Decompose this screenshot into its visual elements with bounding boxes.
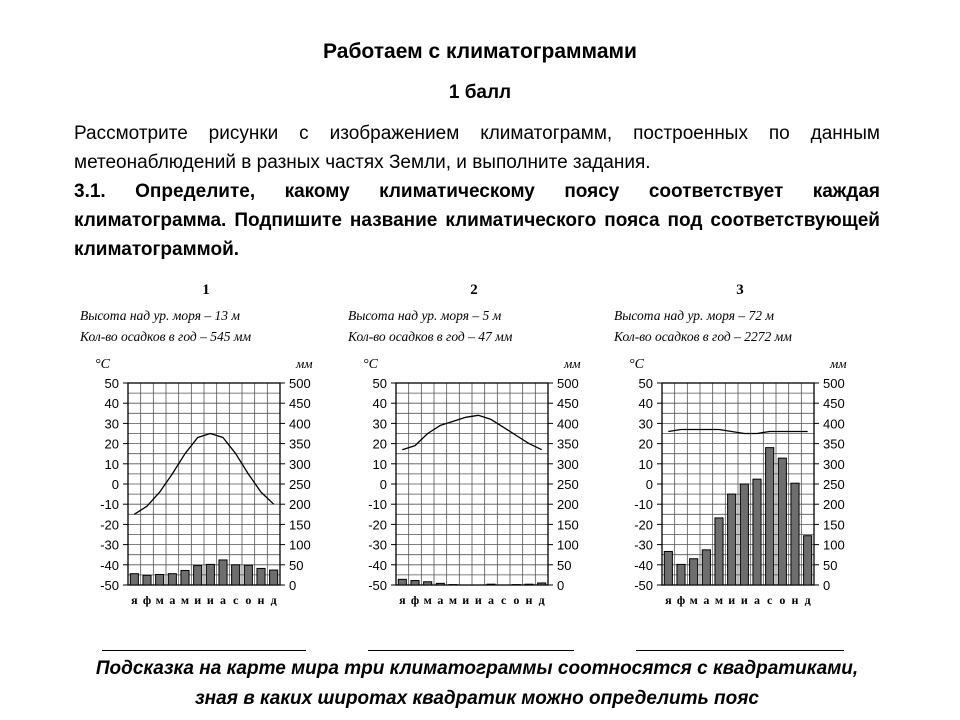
chart3-precip-tick-label: 0 <box>823 578 831 593</box>
chart2-temp-tick-label: 10 <box>372 456 387 472</box>
chart1-number: 1 <box>202 282 210 298</box>
chart2-month-label: и <box>462 593 470 607</box>
chart1-month-label: и <box>206 593 214 607</box>
chart2-precip-tick-label: 300 <box>557 456 579 472</box>
chart1-temp-tick-label: 30 <box>104 416 119 432</box>
chart1-month-label: с <box>233 593 239 607</box>
chart3-precip-bar <box>728 494 736 585</box>
chart2-precip-bar <box>411 581 419 585</box>
chart3-precip-bar <box>664 551 672 585</box>
chart1-month-label: м <box>180 593 190 607</box>
chart1-precip-tick-label: 200 <box>289 497 311 513</box>
chart3-precip-tick-label: 450 <box>823 396 845 412</box>
chart1-precip-bar <box>270 570 278 585</box>
chart2-temp-tick-label: -30 <box>368 537 387 553</box>
chart2-precip-tick-label: 200 <box>557 497 579 513</box>
chart3-temp-tick-label: 0 <box>645 477 653 492</box>
chart3-temp-unit: °C <box>629 357 644 372</box>
chart1-month-label: м <box>155 593 164 607</box>
chart1-temp-tick-label: 20 <box>104 436 119 452</box>
chart2-precip-label: Кол-во осадков в год – 47 мм <box>348 329 513 344</box>
chart2-temp-tick-label: 50 <box>372 376 387 391</box>
chart2-precip-tick-label: 400 <box>557 416 579 432</box>
answer-line-2[interactable] <box>368 650 574 651</box>
chart3-temp-tick-label: -40 <box>634 557 653 573</box>
chart1-precip-tick-label: 450 <box>289 396 311 412</box>
chart1-temp-tick-label: -50 <box>100 578 119 593</box>
chart1-month-label: д <box>270 593 277 607</box>
chart1-month-label: а <box>220 593 226 607</box>
chart2-precip-tick-label: 250 <box>557 477 579 492</box>
chart2-month-label: м <box>423 593 432 607</box>
chart3-temp-tick-label: -20 <box>634 517 653 533</box>
chart3-precip-tick-label: 50 <box>823 557 838 573</box>
chart1-precip-bar <box>257 568 265 585</box>
chart2-month-label: о <box>513 593 520 607</box>
chart2-number: 2 <box>470 282 478 298</box>
chart3-precip-bar <box>753 479 761 585</box>
chart1-month-label: и <box>194 593 202 607</box>
chart1-temp-tick-label: 40 <box>104 396 119 412</box>
chart1-temp-tick-label: -10 <box>100 497 119 513</box>
chart3-precip-tick-label: 100 <box>823 537 845 553</box>
chart3-number: 3 <box>736 282 744 298</box>
chart3-precip-unit: мм <box>830 356 847 371</box>
chart2-temp-tick-label: -40 <box>368 557 387 573</box>
chart2-precip-bar <box>487 584 495 585</box>
chart3-temp-tick-label: -50 <box>634 578 653 593</box>
chart1-precip-bar <box>143 575 151 585</box>
chart2-temp-tick-label: -20 <box>368 517 387 533</box>
chart2-month-label: н <box>525 593 533 607</box>
chart2-month-label: а <box>437 593 444 607</box>
chart1-precip-bar <box>232 565 240 585</box>
chart3-month-label: а <box>703 593 710 607</box>
chart2-precip-tick-label: 50 <box>557 557 572 573</box>
chart1-precip-bar <box>181 570 189 585</box>
chart1-precip-tick-label: 300 <box>289 456 311 472</box>
chart2-month-label: м <box>448 593 458 607</box>
chart3-precip-bar <box>778 458 786 585</box>
chart3-precip-tick-label: 300 <box>823 456 845 472</box>
task-text: 3.1. Определите, какому климатическому поясу соответствует каждая климатограмма. Подпишите название климатического пояса под соответствующей климатограммой. <box>74 181 880 260</box>
chart3-precip-bar <box>715 518 723 585</box>
chart1-precip-bar <box>168 574 176 585</box>
chart2-month-label: д <box>538 593 545 607</box>
chart1-month-label: ф <box>142 593 152 607</box>
chart3-month-label: н <box>791 593 799 607</box>
chart3-month-label: м <box>714 593 724 607</box>
chart1-precip-bar <box>244 565 252 585</box>
chart3-month-label: д <box>804 593 811 607</box>
chart1-precip-bar <box>130 574 138 585</box>
chart1-altitude-label: Высота над ур. моря – 13 м <box>80 308 241 323</box>
chart2-month-label: я <box>399 593 406 607</box>
chart2-precip-tick-label: 0 <box>557 578 565 593</box>
chart2-temp-tick-label: 40 <box>372 396 387 412</box>
chart2-month-label: и <box>474 593 482 607</box>
chart2-temp-tick-label: -50 <box>368 578 387 593</box>
chart2-month-label: а <box>488 593 494 607</box>
chart3-temp-tick-label: 20 <box>638 436 653 452</box>
chart1-month-label: н <box>257 593 265 607</box>
chart1-temp-tick-label: 50 <box>104 376 119 391</box>
chart3-month-label: ф <box>676 593 686 607</box>
chart1-month-label: о <box>245 593 252 607</box>
chart3-precip-tick-label: 400 <box>823 416 845 432</box>
chart3-precip-bar <box>804 536 812 585</box>
page-title: Работаем с климатограммами <box>323 40 637 63</box>
chart2-precip-tick-label: 350 <box>557 436 579 452</box>
chart3-temp-tick-label: -30 <box>634 537 653 553</box>
chart3-month-label: м <box>689 593 698 607</box>
chart1-precip-tick-label: 250 <box>289 477 311 492</box>
chart2-temp-unit: °C <box>363 357 378 372</box>
hint-text: Подсказка на карте мира три климатограммы соотносятся с квадратиками, зная в каких широтах квадратик можно определить пояс <box>95 658 859 709</box>
chart2-altitude-label: Высота над ур. моря – 5 м <box>348 308 502 323</box>
chart1-temp-tick-label: -30 <box>100 537 119 553</box>
chart2-temp-tick-label: 20 <box>372 436 387 452</box>
chart1-precip-tick-label: 350 <box>289 436 311 452</box>
chart3-month-label: и <box>728 593 736 607</box>
chart2-month-label: ф <box>410 593 420 607</box>
chart1-precip-tick-label: 150 <box>289 517 311 533</box>
chart3-month-label: я <box>665 593 672 607</box>
chart1-temp-unit: °C <box>95 357 110 372</box>
chart2-precip-bar <box>436 583 444 585</box>
chart2-precip-bar <box>538 583 546 585</box>
chart1-precip-tick-label: 100 <box>289 537 311 553</box>
chart2-temp-tick-label: 30 <box>372 416 387 432</box>
chart3-precip-bar <box>690 559 698 585</box>
chart3-precip-bar <box>677 564 685 585</box>
chart3-temp-tick-label: 50 <box>638 376 653 391</box>
intro-text: Рассмотрите рисунки с изображением климатограмм, построенных по данным метеонаблюдений в разных частях Земли, и выполните задания. <box>74 123 880 173</box>
chart3-precip-tick-label: 200 <box>823 497 845 513</box>
chart1-precip-bar <box>206 564 214 585</box>
chart3-altitude-label: Высота над ур. моря – 72 м <box>614 308 775 323</box>
chart3-precip-tick-label: 250 <box>823 477 845 492</box>
chart2-precip-tick-label: 500 <box>557 376 579 391</box>
chart3-precip-bar <box>791 483 799 585</box>
chart3-precip-tick-label: 350 <box>823 436 845 452</box>
chart3-month-label: с <box>767 593 773 607</box>
chart3-precip-bar <box>766 448 774 585</box>
chart1-month-label: а <box>169 593 176 607</box>
chart3-precip-tick-label: 150 <box>823 517 845 533</box>
chart1-temp-tick-label: -20 <box>100 517 119 533</box>
chart3-temp-tick-label: 10 <box>638 456 653 472</box>
chart2-precip-bar <box>525 584 533 585</box>
chart1-precip-label: Кол-во осадков в год – 545 мм <box>80 329 252 344</box>
chart2-precip-bar <box>424 582 432 585</box>
chart3-temp-tick-label: -10 <box>634 497 653 513</box>
chart3-temp-tick-label: 30 <box>638 416 653 432</box>
chart3-precip-label: Кол-во осадков в год – 2272 мм <box>614 329 792 344</box>
chart1-precip-tick-label: 0 <box>289 578 297 593</box>
answer-line-1[interactable] <box>102 650 306 651</box>
chart1-precip-bar <box>156 574 164 585</box>
chart1-temp-tick-label: -40 <box>100 557 119 573</box>
chart3-month-label: и <box>740 593 748 607</box>
chart3-precip-bar <box>740 484 748 585</box>
chart3-month-label: о <box>779 593 786 607</box>
chart1-precip-tick-label: 50 <box>289 557 304 573</box>
chart2-precip-unit: мм <box>564 356 581 371</box>
chart2-precip-bar <box>398 579 406 585</box>
score-label: 1 балл <box>448 82 512 103</box>
chart2-precip-tick-label: 150 <box>557 517 579 533</box>
chart1-precip-bar <box>194 566 202 585</box>
chart2-temp-tick-label: 0 <box>379 477 387 492</box>
chart3-temp-tick-label: 40 <box>638 396 653 412</box>
chart1-precip-unit: мм <box>296 356 313 371</box>
chart2-temp-tick-label: -10 <box>368 497 387 513</box>
chart2-precip-tick-label: 450 <box>557 396 579 412</box>
chart1-precip-bar <box>219 560 227 585</box>
answer-line-3[interactable] <box>636 650 844 651</box>
chart3-precip-bar <box>702 550 710 585</box>
chart2-precip-tick-label: 100 <box>557 537 579 553</box>
chart1-precip-tick-label: 500 <box>289 376 311 391</box>
chart1-temp-tick-label: 0 <box>111 477 119 492</box>
chart3-month-label: а <box>754 593 760 607</box>
chart1-month-label: я <box>131 593 138 607</box>
chart1-precip-tick-label: 400 <box>289 416 311 432</box>
chart3-precip-tick-label: 500 <box>823 376 845 391</box>
chart1-temp-tick-label: 10 <box>104 456 119 472</box>
chart2-month-label: с <box>501 593 507 607</box>
